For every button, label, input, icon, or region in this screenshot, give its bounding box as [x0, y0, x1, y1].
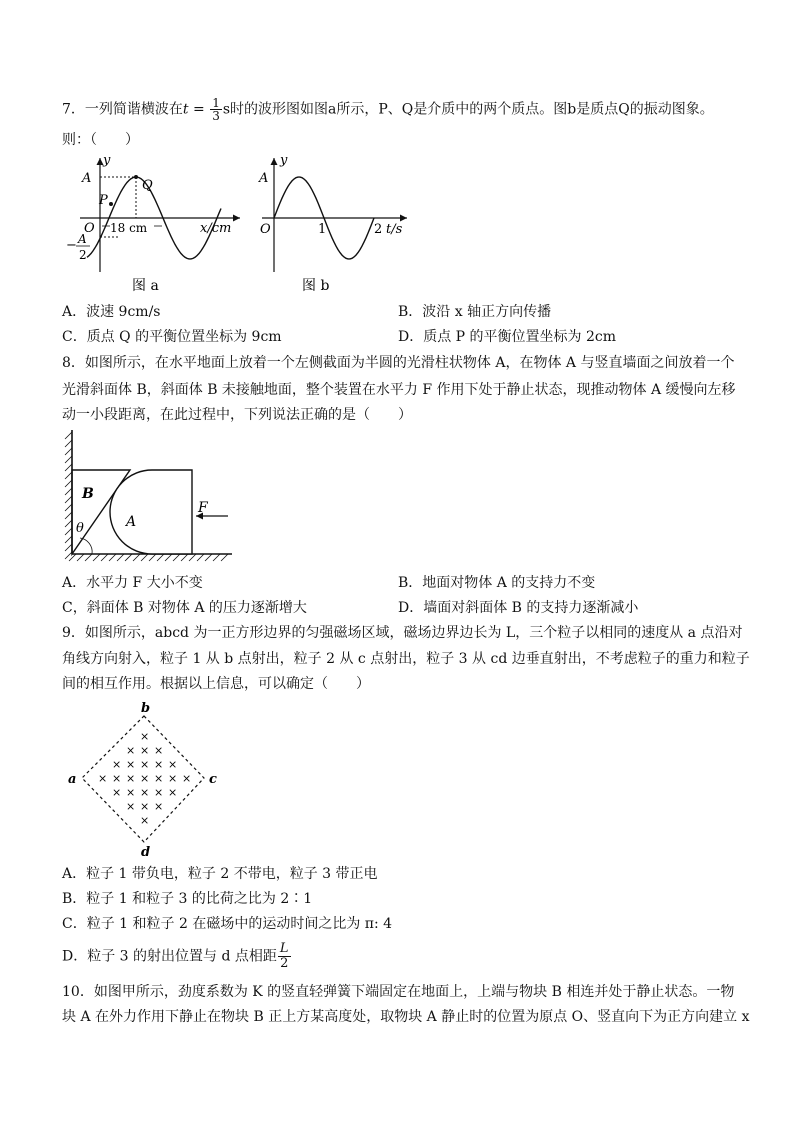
- q9-label-d: d: [141, 845, 151, 860]
- ground-hatch-line: [69, 554, 76, 561]
- q8-fig-F-label: F: [198, 500, 208, 516]
- q7-fig-a-A-label: A: [82, 171, 92, 186]
- q7-fig-b-origin: O: [260, 222, 271, 237]
- q9-option-b[interactable]: B．粒子 1 和粒子 3 的比荷之比为 2∶1: [62, 891, 313, 907]
- field-cross-mark: ×: [140, 758, 150, 771]
- field-cross-mark: ×: [182, 772, 192, 785]
- ground-hatch-line: [157, 554, 164, 561]
- q7-figure-b: [252, 152, 412, 297]
- field-cross-mark: ×: [140, 786, 150, 799]
- ground-hatch-line: [117, 554, 124, 561]
- q7-option-d[interactable]: D．质点 P 的平衡位置坐标为 2cm: [398, 329, 617, 345]
- wall-hatch-line: [65, 552, 72, 559]
- q7-fig-b-t-label: t/s: [386, 222, 403, 237]
- q7-time-fraction: [210, 97, 222, 122]
- wall-hatch-line: [65, 480, 72, 487]
- q9-stem-line1: 9．如图所示，abcd 为一正方形边界的匀强磁场区域，磁场边界边长为 L，三个粒子以相同的速度从 a 点沿对: [62, 625, 743, 641]
- q7-fig-a-caption: 图 a: [132, 278, 159, 294]
- ground-hatch-line: [141, 554, 148, 561]
- q8-option-b[interactable]: B．地面对物体 A 的支持力不变: [398, 575, 596, 591]
- q8-fig-theta-label: θ: [76, 521, 84, 536]
- q7-stem-suffix: s时的波形图如图a所示，P、Q是介质中的两个质点。图b是质点Q的振动图象。: [222, 101, 714, 118]
- q7-fig-a-x-label: x/cm: [200, 221, 232, 236]
- wall-hatch-line: [65, 504, 72, 511]
- q9-stem-line3: 间的相互作用。根据以上信息，可以确定（ ）: [62, 676, 370, 692]
- field-cross-mark: ×: [126, 786, 136, 799]
- q7-stem-line2: 则：（ ）: [62, 132, 139, 148]
- q7-fig-b-A-label: A: [259, 171, 269, 186]
- ground-hatch-line: [205, 554, 212, 561]
- field-cross-mark: ×: [126, 758, 136, 771]
- wall-hatch-line: [65, 496, 72, 503]
- ground-hatch-line: [133, 554, 140, 561]
- ground-hatch-line: [165, 554, 172, 561]
- q7-frac-den: 3: [212, 109, 220, 123]
- q8-option-d[interactable]: D．墙面对斜面体 B 的支持力逐渐减小: [398, 600, 639, 616]
- q8-option-a[interactable]: A．水平力 F 大小不变: [62, 575, 203, 591]
- ground-hatch-line: [189, 554, 196, 561]
- q9-label-a: a: [68, 772, 77, 787]
- q9-figure: [62, 700, 227, 860]
- q9-option-c[interactable]: C．粒子 1 和粒子 2 在磁场中的运动时间之比为 π: 4: [62, 916, 393, 932]
- ground-hatch-line: [197, 554, 204, 561]
- q7-option-c[interactable]: C．质点 Q 的平衡位置坐标为 9cm: [62, 329, 282, 345]
- q8-stem-line1: 8．如图所示，在水平地面上放着一个左侧截面为半圆的光滑柱状物体 A，在物体 A 与竖直墙面之间放着一个: [62, 355, 735, 371]
- field-cross-mark: ×: [154, 786, 164, 799]
- q7-fig-a-y-label: y: [103, 153, 111, 168]
- q9-option-a[interactable]: A．粒子 1 带负电，粒子 2 不带电，粒子 3 带正电: [62, 866, 378, 882]
- q8-fig-A-label: A: [126, 514, 137, 530]
- field-cross-mark: ×: [112, 786, 122, 799]
- field-cross-mark: ×: [126, 772, 136, 785]
- ground-hatch-line: [101, 554, 108, 561]
- q7-t-var: t: [182, 101, 189, 118]
- field-cross-mark: ×: [140, 730, 150, 743]
- q7-fig-b-y-label: y: [280, 153, 288, 168]
- q9-option-d-num: L: [279, 941, 289, 956]
- field-cross-mark: ×: [154, 758, 164, 771]
- wall-hatch-line: [65, 456, 72, 463]
- ground-hatch-line: [173, 554, 180, 561]
- field-cross-mark: ×: [140, 814, 150, 827]
- q7-eq: =: [188, 101, 210, 118]
- q9-label-b: b: [141, 701, 151, 716]
- ground-hatch-line: [181, 554, 188, 561]
- ground-hatch-line: [149, 554, 156, 561]
- field-cross-mark: ×: [154, 744, 164, 757]
- field-cross-mark: ×: [140, 772, 150, 785]
- wall-hatch-line: [65, 448, 72, 455]
- wall-hatch-line: [65, 440, 72, 447]
- field-cross-mark: ×: [126, 744, 136, 757]
- q8-stem-line3: 动一小段距离，在此过程中，下列说法正确的是（ ）: [62, 407, 412, 423]
- q7-option-a[interactable]: A．波速 9cm/s: [62, 304, 161, 320]
- wall-hatch-line: [65, 520, 72, 527]
- ground-hatch-line: [221, 554, 228, 561]
- field-cross-mark: ×: [140, 744, 150, 757]
- q7-fig-b-caption: 图 b: [302, 278, 330, 294]
- field-cross-mark: ×: [154, 772, 164, 785]
- q8-figure: [62, 428, 242, 568]
- q7-fig-b-tick-2: 2: [374, 222, 383, 237]
- ground-hatch-line: [93, 554, 100, 561]
- q8-body-a: [110, 470, 192, 554]
- wall-hatch-line: [65, 528, 72, 535]
- q8-fig-B-label: B: [82, 486, 94, 502]
- q7-frac-num: 1: [212, 96, 220, 110]
- field-cross-mark: ×: [112, 758, 122, 771]
- ground-hatch-line: [77, 554, 84, 561]
- field-cross-mark: ×: [140, 800, 150, 813]
- ground-hatch-line: [85, 554, 92, 561]
- wall-hatch-line: [65, 512, 72, 519]
- q9-option-d[interactable]: [62, 942, 292, 971]
- q8-option-c[interactable]: C，斜面体 B 对物体 A 的压力逐渐增大: [62, 600, 307, 616]
- q7-option-b[interactable]: B．波沿 x 轴正方向传播: [398, 304, 552, 320]
- ground-hatch-line: [109, 554, 116, 561]
- field-cross-mark: ×: [168, 786, 178, 799]
- field-cross-mark: ×: [154, 800, 164, 813]
- ground-hatch-line: [125, 554, 132, 561]
- q7-fig-a-distance: 18 cm: [110, 221, 148, 235]
- q9-option-d-fraction: [278, 942, 291, 971]
- q7-fig-a-negA-num: A: [78, 232, 87, 246]
- q9-label-c: c: [209, 772, 217, 787]
- q7-fig-a-P-label: P: [99, 193, 108, 208]
- q7-stem-line1: [62, 97, 714, 122]
- ground-hatch-line: [213, 554, 220, 561]
- wall-hatch-line: [65, 544, 72, 551]
- q7-fig-a-Q-label: Q: [142, 178, 153, 193]
- q10-stem-line2: 块 A 在外力作用下静止在物块 B 正上方某高度处，取物块 A 静止时的位置为原点 O、竖直向下为正方向建立 x: [62, 1009, 750, 1025]
- q7-fig-a-minus: −: [66, 238, 77, 253]
- wall-hatch-line: [65, 464, 72, 471]
- field-cross-mark: ×: [112, 772, 122, 785]
- q10-stem-line1: 10．如图甲所示，劲度系数为 K 的竖直轻弹簧下端固定在地面上，上端与物块 B 相连并处于静止状态。一物: [62, 984, 735, 1000]
- q8-stem-line2: 光滑斜面体 B，斜面体 B 未接触地面，整个装置在水平力 F 作用下处于静止状态，现推动物体 A 缓慢向左移: [62, 382, 736, 398]
- q7-figure-a: [62, 152, 247, 297]
- q9-stem-line2: 角线方向射入，粒子 1 从 b 点射出，粒子 2 从 c 点射出，粒子 3 从 cd 边垂直射出，不考虑粒子的重力和粒子: [62, 651, 750, 667]
- field-cross-mark: ×: [126, 800, 136, 813]
- field-cross-mark: ×: [98, 772, 108, 785]
- q7-fig-a-origin: O: [84, 221, 95, 236]
- field-cross-mark: ×: [168, 758, 178, 771]
- wall-hatch-line: [65, 488, 72, 495]
- q7-fig-a-negA-den: 2: [79, 248, 87, 262]
- q7-fig-b-tick-1: 1: [318, 222, 327, 237]
- q9-option-d-den: 2: [280, 956, 289, 971]
- q7-stem-prefix: 7．一列简谐横波在: [62, 101, 183, 118]
- field-cross-mark: ×: [168, 772, 178, 785]
- wall-hatch-line: [65, 432, 72, 439]
- q9-option-d-text: D．粒子 3 的射出位置与 d 点相距: [62, 948, 277, 965]
- wall-hatch-line: [65, 536, 72, 543]
- wall-hatch-line: [65, 472, 72, 479]
